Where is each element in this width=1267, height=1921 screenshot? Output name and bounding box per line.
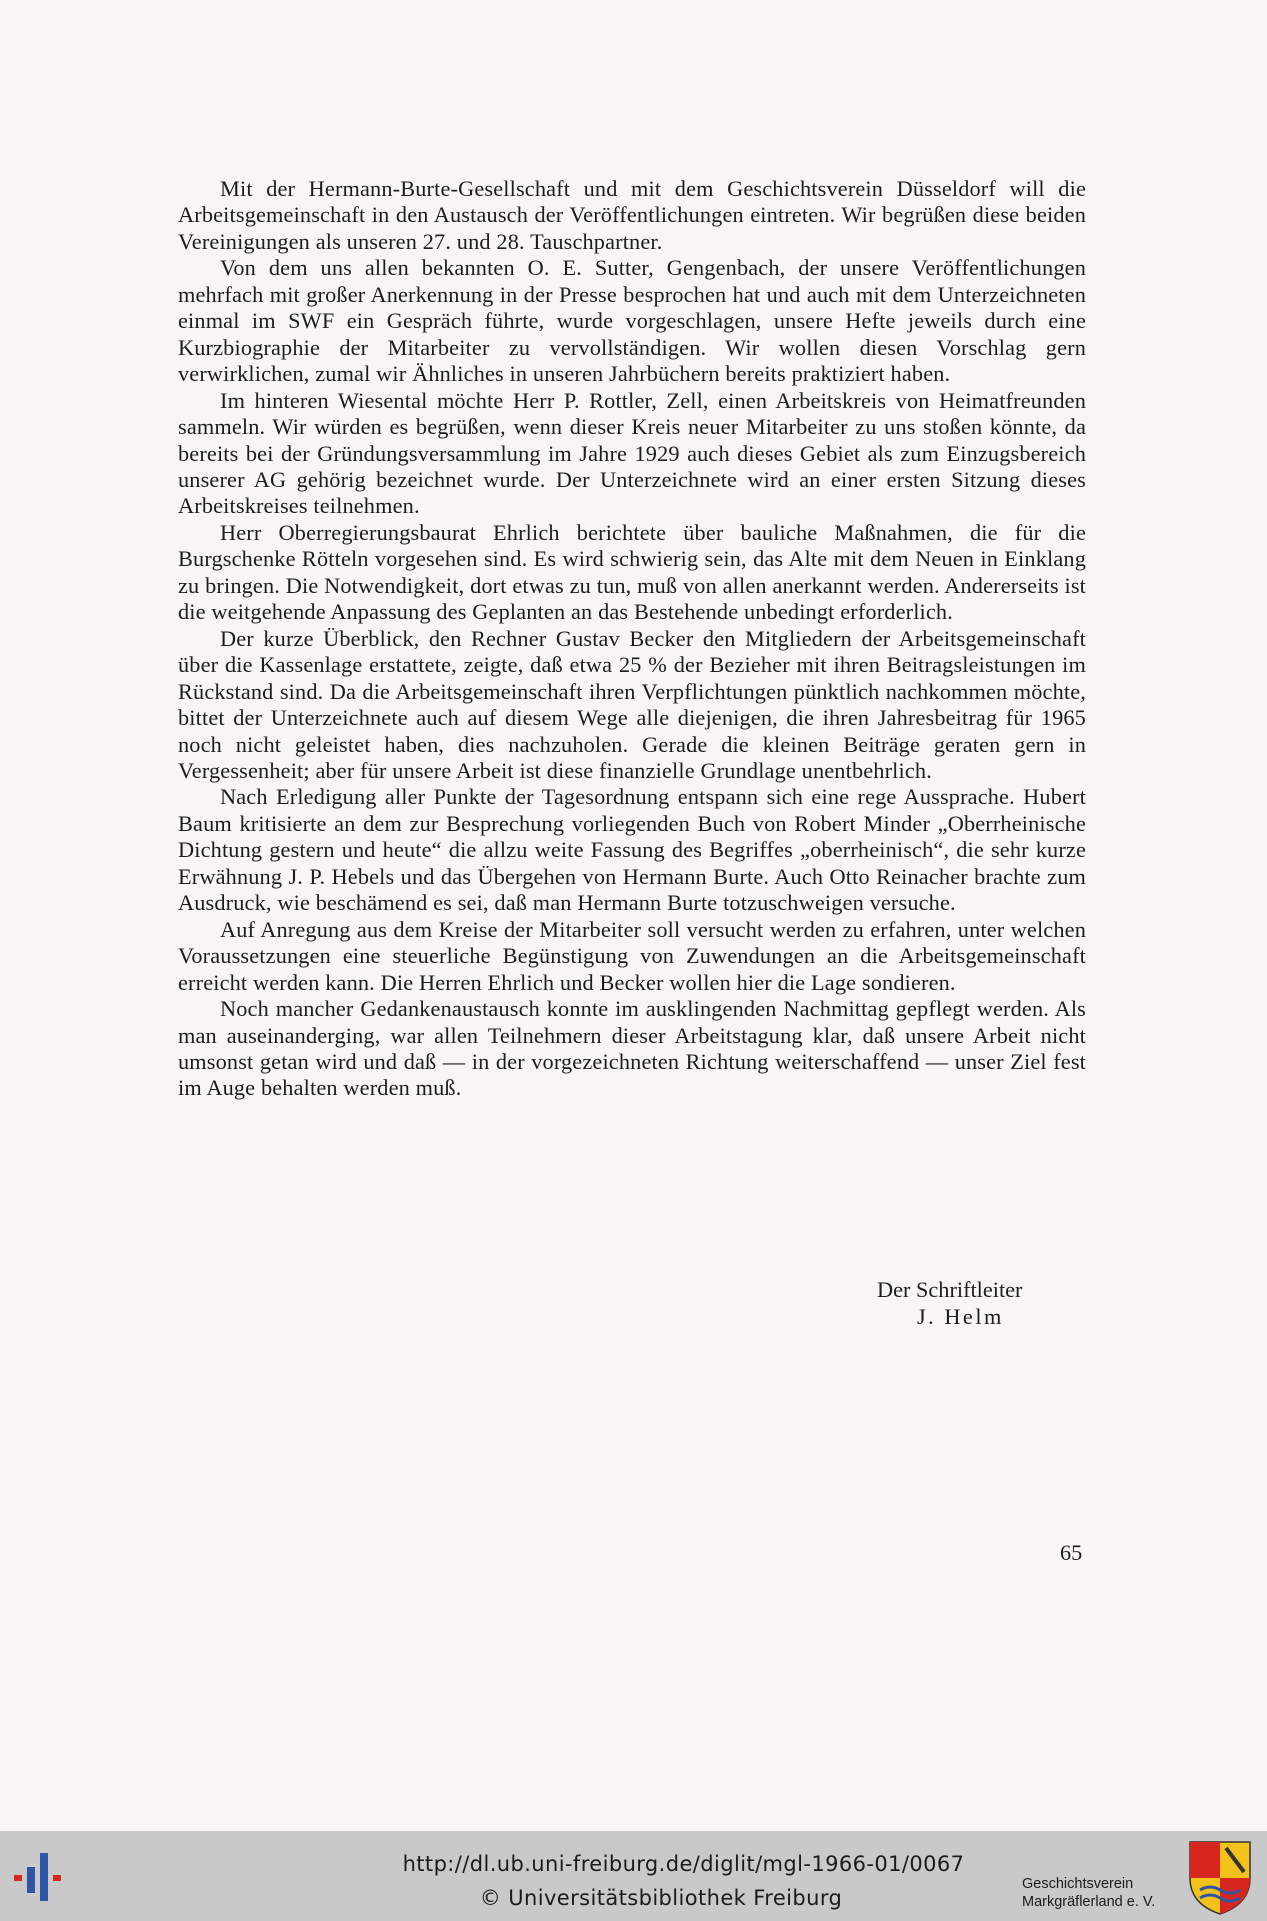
signature-block bbox=[820, 1276, 1120, 1330]
paragraph: Im hinteren Wiesental möchte Herr P. Rottler, Zell, einen Arbeitskreis von Heimatfreunden sammeln. Wir würden es begrüßen, wenn dieser Kreis neuer Mitarbeiter zu uns stoßen könnte, da bereits bei der Gründungsversammlung im Jahre 1929 auch dieses Gebiet als zum Einzugsbereich unserer AG gehörig bezeichnet wurde. Der Unterzeichnete wird an einer ersten Sitzung dieses Arbeitskreises teilnehmen. bbox=[178, 387, 1086, 519]
coat-of-arms-icon[interactable] bbox=[1186, 1838, 1254, 1916]
footer-bar bbox=[0, 1831, 1267, 1921]
paragraph: Noch mancher Gedankenaustausch konnte im ausklingenden Nachmittag gepflegt werden. Als man auseinanderging, war allen Teilnehmern dieser Arbeitstagung klar, daß unsere Arbeit nicht umsonst getan wird und daß — in der vorgezeichneten Richtung weiterschaffend — unser Ziel fest im Auge behalten werden muß. bbox=[178, 996, 1086, 1101]
paragraph: Der kurze Überblick, den Rechner Gustav Becker den Mitgliedern der Arbeitsgemeinschaft über die Kassenlage erstattete, zeigte, daß etwa 25 % der Bezieher mit ihren Beitragsleistungen im Rückstand sind. Da die Arbeitsgemeinschaft ihren Verpflichtungen pünktlich nachkommen möchte, bittet der Unterzeichnete auch auf diesem Wege alle diejenigen, die ihren Jahresbeitrag für 1965 noch nicht geleistet haben, dies nachzuholen. Gerade die kleinen Beiträge geraten gern in Vergessenheit; aber für unsere Arbeit ist diese finanzielle Grundlage unentbehrlich. bbox=[178, 625, 1086, 783]
paragraph: Herr Oberregierungsbaurat Ehrlich berichtete über bauliche Maßnahmen, die für die Burgschenke Rötteln vorgesehen sind. Es wird schwierig sein, das Alte mit dem Neuen in Einklang zu bringen. Die Notwendigkeit, dort etwas zu tun, muß von allen anerkannt werden. Andererseits ist die weitgehende Anpassung des Geplanten an das Bestehende unbedingt erforderlich. bbox=[178, 519, 1086, 625]
society-name-line2: Markgräflerland e. V. bbox=[1022, 1894, 1156, 1910]
signature-name: J. Helm bbox=[917, 1304, 1004, 1329]
body-text bbox=[178, 176, 1086, 1102]
page-number: 65 bbox=[1060, 1540, 1083, 1565]
paragraph: Von dem uns allen bekannten O. E. Sutter, Gengenbach, der unsere Veröffentlichungen mehrfach mit großer Anerkennung in der Presse besprochen hat und auch mit dem Unterzeichneten einmal im SWF ein Gespräch führte, wurde vorgeschlagen, unsere Hefte jeweils durch eine Kurzbiographie der Mitarbeiter zu vervollständigen. Wir wollen diesen Vorschlag gern verwirklichen, zumal wir Ähnliches in unseren Jahrbüchern bereits praktiziert haben. bbox=[178, 255, 1086, 387]
paragraph: Auf Anregung aus dem Kreise der Mitarbeiter soll versucht werden zu erfahren, unter welchen Voraussetzungen eine steuerliche Begünstigung von Zuwendungen an die Arbeitsgemeinschaft erreicht werden kann. Die Herren Ehrlich und Becker wollen hier die Lage sondieren. bbox=[178, 916, 1086, 995]
paragraph: Nach Erledigung aller Punkte der Tagesordnung entspann sich eine rege Aussprache. Hubert Baum kritisierte an dem zur Besprechung vorliegenden Buch von Robert Minder „Oberrheinische Dichtung gestern und heute“ die allzu weite Fassung des Begriffes „oberrheinisch“, die sehr kurze Erwähnung J. P. Hebels und das Übergehen von Hermann Burte. Auch Otto Reinacher brachte zum Ausdruck, wie beschämend es sei, daß man Hermann Burte totzuschweigen versuche. bbox=[178, 784, 1086, 916]
footer-url-link[interactable]: http://dl.ub.uni-freiburg.de/diglit/mgl-1966-01/0067 bbox=[402, 1852, 965, 1876]
society-name-line1: Geschichtsverein bbox=[1022, 1876, 1134, 1892]
signature-role: Der Schriftleiter bbox=[877, 1277, 1023, 1302]
footer-copyright: © Universitätsbibliothek Freiburg bbox=[479, 1886, 843, 1910]
paragraph: Mit der Hermann-Burte-Gesellschaft und mit dem Geschichtsverein Düsseldorf will die Arbeitsgemeinschaft in den Austausch der Veröffentlichungen eintreten. Wir begrüßen diese beiden Vereinigungen als unseren 27. und 28. Tauschpartner. bbox=[178, 176, 1086, 254]
society-name bbox=[1022, 1875, 1182, 1911]
